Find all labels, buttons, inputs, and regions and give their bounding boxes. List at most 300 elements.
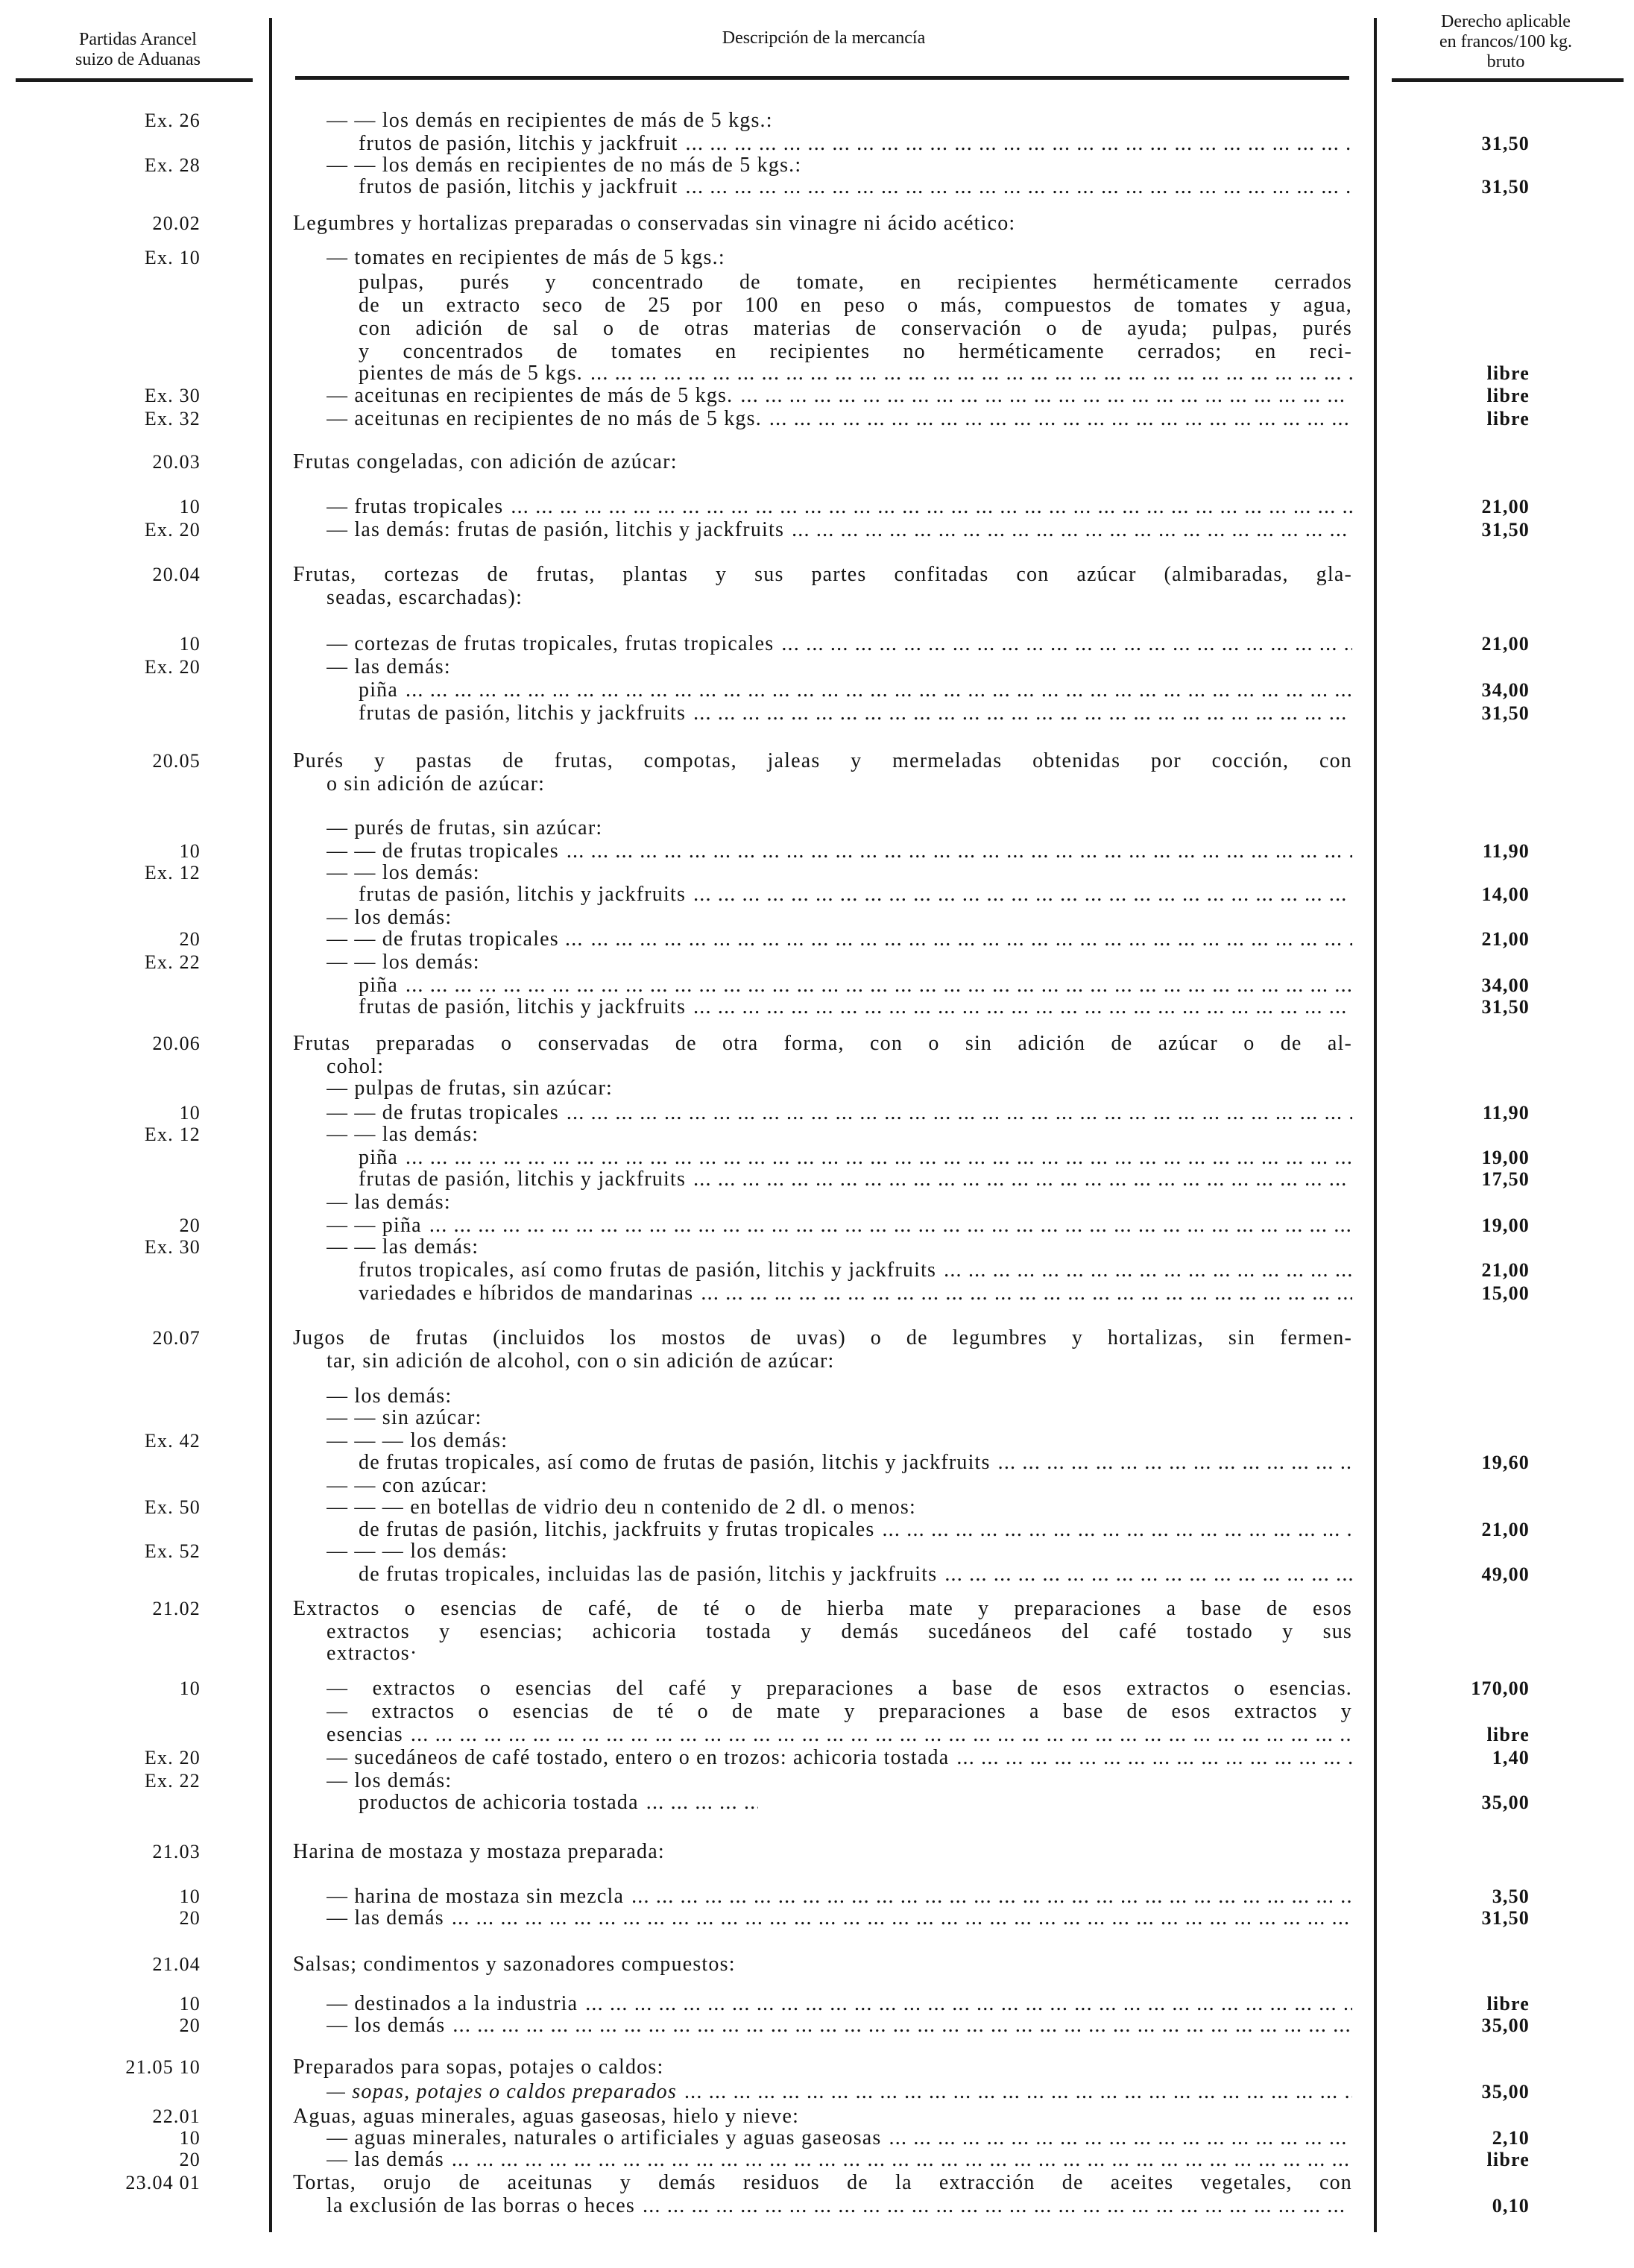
description (359, 702, 1352, 725)
table-row (0, 1147, 1634, 1169)
description (327, 2015, 1352, 2037)
table-row (0, 133, 1634, 155)
description-text: de un extracto seco de 25 por 100 en peso o más, compuestos de tomates y agua, (359, 294, 1352, 317)
duty-value: 1,40 (1492, 1747, 1530, 1768)
description-text: frutas de pasión, litchis y jackfruits (359, 996, 687, 1018)
description-text: Preparados para sopas, potajes o caldos: (293, 2056, 664, 2079)
header-rule (16, 78, 253, 82)
tariff-code: Ex. 26 (144, 110, 201, 131)
description (327, 1124, 1352, 1146)
duty-value: 11,90 (1482, 840, 1530, 862)
description (359, 1792, 1352, 1814)
tariff-code: Ex. 22 (144, 951, 201, 973)
duty-value: libre (1486, 385, 1530, 406)
tariff-code: Ex. 10 (144, 247, 201, 268)
table-row (0, 1993, 1634, 2015)
table-row (0, 1191, 1634, 1214)
description-text: Frutas congeladas, con adición de azúcar: (293, 451, 678, 473)
table-row (0, 862, 1634, 884)
table-row (0, 817, 1634, 840)
description-text: — — los demás: (327, 951, 480, 974)
description (293, 2056, 1352, 2079)
tariff-code: 20 (179, 1215, 201, 1236)
duty-value: 2,10 (1492, 2127, 1530, 2149)
description (327, 1678, 1352, 1700)
table-row (0, 1056, 1634, 1078)
description-text: — — — los demás: (327, 1430, 508, 1452)
description (359, 1563, 1352, 1586)
description (359, 1519, 1352, 1541)
description-text: pulpas, purés y concentrado de tomate, en recipientes herméticamente cerrados (359, 271, 1352, 294)
description (327, 1770, 1352, 1792)
description (327, 519, 1352, 541)
description-text: — extractos o esencias de té o de mate y preparaciones a base de esos extractos y (327, 1701, 1352, 1723)
description-text: — pulpas de frutas, sin azúcar: (327, 1077, 613, 1100)
tariff-code: Ex. 30 (144, 1236, 201, 1258)
description (293, 1033, 1352, 1055)
description (359, 133, 1352, 155)
dot-leader (411, 1724, 1352, 1746)
table-row (0, 773, 1634, 796)
tariff-code: 20 (179, 2015, 201, 2036)
description-text: — — con azúcar: (327, 1475, 488, 1497)
table-row (0, 1077, 1634, 1100)
duty-value: 11,90 (1482, 1102, 1530, 1124)
description-text: extractos y esencias; achicoria tostada y demás sucedáneos del café tostado y sus (327, 1621, 1352, 1643)
tariff-code: 20 (179, 1907, 201, 1929)
tariff-code: 10 (179, 633, 201, 655)
table-row (0, 1678, 1634, 1700)
tariff-code: 10 (179, 1102, 201, 1124)
table-row (0, 702, 1634, 725)
description-text: — — de frutas tropicales (327, 840, 559, 863)
header-tariff-code (30, 30, 246, 70)
description-text: — harina de mostaza sin mezcla (327, 1886, 625, 1908)
table-row (0, 1519, 1634, 1541)
dot-leader (591, 928, 1352, 951)
dot-leader (889, 2127, 1352, 2149)
description-text: Extractos o esencias de café, de té o de hierba mate y preparaciones a base de esos (293, 1598, 1352, 1620)
description-text: Salsas; condimentos y sazonadores compuestos: (293, 1953, 736, 1976)
table-row (0, 1841, 1634, 1863)
description (359, 1147, 1352, 1169)
duty-value: 3,50 (1492, 1886, 1530, 1907)
description-text: Tortas, orujo de aceitunas y demás residuos de la extracción de aceites vegetales, con (293, 2172, 1352, 2194)
table-row (0, 1385, 1634, 1408)
description-text: — destinados a la industria (327, 1993, 578, 2015)
table-row (0, 2015, 1634, 2037)
dot-leader (452, 2149, 1352, 2171)
table-row (0, 928, 1634, 951)
duty-value: 17,50 (1481, 1168, 1530, 1190)
table-row (0, 1327, 1634, 1349)
description-text: productos de achicoria tostada (359, 1792, 639, 1814)
table-row (0, 564, 1634, 586)
description (327, 496, 1352, 518)
description (359, 294, 1352, 317)
table-row (0, 907, 1634, 929)
description-text: frutos de pasión, litchis y jackfruit (359, 133, 678, 155)
table-row (0, 840, 1634, 863)
table-row (0, 1475, 1634, 1497)
table-row (0, 2056, 1634, 2079)
description (359, 1452, 1352, 1474)
header-description: Descripción de la mercancía (722, 28, 926, 48)
description-text: — los demás: (327, 1770, 452, 1792)
description-text: Frutas preparadas o conservadas de otra forma, con o sin adición de azúcar o de al- (293, 1033, 1352, 1055)
duty-value: 31,50 (1481, 519, 1530, 541)
dot-leader (769, 408, 1352, 430)
description (293, 564, 1352, 586)
dot-leader (406, 974, 1352, 997)
description (327, 1215, 1352, 1237)
table-row (0, 1886, 1634, 1908)
table-row (0, 176, 1634, 198)
description (327, 2195, 1352, 2217)
description (327, 1701, 1352, 1723)
duty-value: 19,60 (1481, 1452, 1530, 1473)
description-text: frutas de pasión, litchis y jackfruits (359, 1168, 687, 1191)
dot-leader (567, 840, 1352, 863)
dot-leader (585, 1993, 1352, 2015)
description (293, 451, 1352, 473)
dot-leader (567, 1102, 1352, 1124)
table-row (0, 883, 1634, 906)
duty-value: 0,10 (1492, 2195, 1530, 2217)
description-text: tar, sin adición de alcohol, con o sin adición de azúcar: (327, 1350, 835, 1373)
tariff-code: 20.04 (152, 564, 201, 585)
tariff-code: Ex. 20 (144, 1747, 201, 1768)
table-row (0, 1563, 1634, 1586)
description-text: frutas de pasión, litchis y jackfruits (359, 702, 687, 725)
dot-leader (882, 1519, 1352, 1541)
tariff-code: 22.01 (152, 2105, 201, 2127)
description (327, 1350, 1352, 1373)
dot-leader (406, 679, 1352, 702)
table-row (0, 1215, 1634, 1237)
tariff-code: 21.04 (152, 1953, 201, 1975)
tariff-code: 20.03 (152, 451, 201, 473)
dot-leader (693, 1168, 1352, 1191)
description (327, 1385, 1352, 1408)
description (327, 1540, 1352, 1563)
header-line: Partidas Arancel (79, 30, 197, 49)
description (327, 773, 1352, 796)
table-row (0, 496, 1634, 518)
table-row (0, 1407, 1634, 1429)
duty-value: 49,00 (1481, 1563, 1530, 1585)
tariff-code: 10 (179, 1678, 201, 1699)
description (327, 817, 1352, 840)
table-row (0, 1701, 1634, 1723)
tariff-code: Ex. 20 (144, 656, 201, 678)
table-row (0, 587, 1634, 609)
description (293, 2172, 1352, 2194)
description (359, 176, 1352, 198)
description-text: de frutas tropicales, así como de frutas de pasión, litchis y jackfruits (359, 1452, 991, 1474)
description-text: — las demás (327, 1907, 444, 1930)
table-row (0, 1747, 1634, 1769)
description (359, 974, 1352, 997)
duty-value: 21,00 (1481, 1259, 1530, 1281)
table-row (0, 294, 1634, 317)
tariff-code: 21.02 (152, 1598, 201, 1619)
description (359, 1168, 1352, 1191)
table-row (0, 341, 1634, 363)
tariff-code: 21.03 (152, 1841, 201, 1862)
description (327, 928, 1352, 951)
description-text: — las demás: (327, 656, 451, 678)
dot-leader (646, 1792, 758, 1814)
header-line: en francos/100 kg. (1439, 32, 1572, 51)
duty-value: 31,50 (1481, 1907, 1530, 1929)
description (327, 2127, 1352, 2149)
tariff-code: 10 (179, 2127, 201, 2149)
duty-value: 15,00 (1481, 1282, 1530, 1304)
duty-value: 34,00 (1481, 679, 1530, 701)
description-text: — cortezas de frutas tropicales, frutas tropicales (327, 633, 775, 655)
description (327, 2149, 1352, 2171)
description-text: — sucedáneos de café tostado, entero o en trozos: achicoria tostada (327, 1747, 950, 1769)
table-row (0, 974, 1634, 997)
description (327, 1907, 1352, 1930)
description (293, 2105, 1352, 2128)
dot-leader (944, 1259, 1352, 1282)
description-text: — sopas, potajes o caldos preparados (327, 2081, 677, 2103)
tariff-code: Ex. 42 (144, 1430, 201, 1452)
description (327, 1236, 1352, 1259)
table-row (0, 633, 1634, 655)
tariff-code: Ex. 50 (144, 1496, 201, 1518)
description-text: — aguas minerales, naturales o artificiales y aguas gaseosas (327, 2127, 882, 2149)
table-row (0, 1496, 1634, 1519)
description-text: frutos de pasión, litchis y jackfruit (359, 176, 678, 198)
description-text: — tomates en recipientes de más de 5 kgs.: (327, 247, 725, 269)
table-row (0, 2127, 1634, 2149)
description-text: pientes de más de 5 kgs. (359, 362, 583, 385)
description-text: esencias (327, 1724, 403, 1746)
dot-leader (693, 996, 1352, 1018)
table-row (0, 1168, 1634, 1191)
tariff-code: Ex. 12 (144, 1124, 201, 1145)
description-text: — los demás (327, 2015, 446, 2037)
dot-leader (944, 1563, 1352, 1586)
header-line: Derecho aplicable (1441, 12, 1571, 31)
table-row (0, 154, 1634, 177)
table-row (0, 656, 1634, 678)
description-text: variedades e híbridos de mandarinas (359, 1282, 694, 1305)
dot-leader (693, 702, 1352, 725)
tariff-code: 20.02 (152, 212, 201, 234)
description-text: — frutas tropicales (327, 496, 504, 518)
description (293, 1598, 1352, 1620)
dot-leader (792, 519, 1352, 541)
description-text: — — piña (327, 1215, 422, 1237)
table-row (0, 1124, 1634, 1146)
duty-value: 14,00 (1481, 883, 1530, 905)
description (327, 1642, 1352, 1665)
tariff-code: Ex. 32 (144, 408, 201, 429)
table-row (0, 1430, 1634, 1452)
description (359, 1259, 1352, 1282)
description-text: — — — en botellas de vidrio deu n contenido de 2 dl. o menos: (327, 1496, 916, 1519)
description (359, 318, 1352, 340)
description (359, 341, 1352, 363)
description (327, 840, 1352, 863)
tariff-code: 10 (179, 1993, 201, 2015)
description (327, 951, 1352, 974)
description (327, 1993, 1352, 2015)
description-text: seadas, escarchadas): (327, 587, 523, 609)
table-row (0, 2149, 1634, 2171)
description-text: Frutas, cortezas de frutas, plantas y sus partes confitadas con azúcar (almibaradas, gla- (293, 564, 1352, 586)
table-row (0, 996, 1634, 1018)
header-rule (295, 76, 1349, 80)
duty-value: 19,00 (1481, 1215, 1530, 1236)
description (327, 1747, 1352, 1769)
table-row (0, 1724, 1634, 1746)
description (293, 212, 1352, 235)
duty-value: libre (1486, 362, 1530, 384)
table-row (0, 1452, 1634, 1474)
dot-leader (406, 1147, 1352, 1169)
description-text: — aceitunas en recipientes de más de 5 kgs. (327, 385, 734, 407)
duty-value: libre (1486, 1993, 1530, 2015)
description (327, 907, 1352, 929)
header-line: bruto (1486, 52, 1525, 72)
dot-leader (781, 633, 1352, 655)
dot-leader (740, 385, 1352, 407)
description (327, 408, 1352, 430)
table-row (0, 362, 1634, 385)
description (327, 587, 1352, 609)
tariff-code: 20.05 (152, 750, 201, 772)
duty-value: 31,50 (1481, 176, 1530, 198)
tariff-code: 21.05 10 (125, 2056, 201, 2078)
tariff-code: 23.04 01 (125, 2172, 201, 2193)
dot-leader (686, 176, 1352, 198)
table-row (0, 2195, 1634, 2217)
dot-leader (701, 1282, 1352, 1305)
tariff-code: 20.07 (152, 1327, 201, 1349)
table-row (0, 1033, 1634, 1055)
table-row (0, 750, 1634, 772)
tariff-code: 10 (179, 1886, 201, 1907)
description (293, 750, 1352, 772)
description-text: piña (359, 679, 399, 702)
table-row (0, 247, 1634, 269)
description (327, 1191, 1352, 1214)
description-text: — las demás: frutas de pasión, litchis y jackfruits (327, 519, 785, 541)
duty-value: libre (1486, 1724, 1530, 1745)
table-row (0, 1792, 1634, 1814)
description-text: la exclusión de las borras o heces (327, 2195, 636, 2217)
table-row (0, 679, 1634, 702)
description-text: Harina de mostaza y mostaza preparada: (293, 1841, 665, 1863)
dot-leader (511, 496, 1352, 518)
description (327, 154, 1352, 177)
description-text: con adición de sal o de otras materias de conservación o de ayuda; pulpas, purés (359, 318, 1352, 340)
tariff-code: 20 (179, 2149, 201, 2170)
description (327, 633, 1352, 655)
description-text: o sin adición de azúcar: (327, 773, 546, 796)
description (327, 110, 1352, 132)
tariff-code: Ex. 12 (144, 862, 201, 883)
description-text: — — sin azúcar: (327, 1407, 482, 1429)
table-row (0, 2172, 1634, 2194)
description-text: — — de frutas tropicales ... (327, 928, 584, 951)
dot-leader (429, 1215, 1352, 1237)
description-text: — — los demás en recipientes de no más de 5 kgs.: (327, 154, 802, 177)
description-text: — aceitunas en recipientes de no más de 5 kgs. (327, 408, 762, 430)
description-text: — extractos o esencias del café y preparaciones a base de esos extractos o esencias. (327, 1678, 1352, 1700)
description (359, 1282, 1352, 1305)
table-row (0, 1259, 1634, 1282)
table-row (0, 1236, 1634, 1259)
description-text: Purés y pastas de frutas, compotas, jaleas y mermeladas obtenidas por cocción, con (293, 750, 1352, 772)
tariff-code: 10 (179, 840, 201, 862)
table-row (0, 451, 1634, 473)
duty-value: 35,00 (1481, 2015, 1530, 2036)
duty-value: 31,50 (1481, 996, 1530, 1018)
description (327, 862, 1352, 884)
description-text: Aguas, aguas minerales, aguas gaseosas, hielo y nieve: (293, 2105, 800, 2128)
table-row (0, 519, 1634, 541)
duty-value: 21,00 (1481, 1519, 1530, 1540)
description (327, 1886, 1352, 1908)
description-text: frutas de pasión, litchis y jackfruits (359, 883, 687, 906)
dot-leader (452, 2015, 1352, 2037)
tariff-code: 20 (179, 928, 201, 950)
description-text: de frutas de pasión, litchis, jackfruits y frutas tropicales (359, 1519, 875, 1541)
description-text: — — las demás: (327, 1124, 479, 1146)
table-row (0, 2081, 1634, 2103)
tariff-code: 20.06 (152, 1033, 201, 1054)
description-text: Jugos de frutas (incluidos los mostos de uvas) o de legumbres y hortalizas, sin fermen- (293, 1327, 1352, 1349)
description-text: — las demás (327, 2149, 444, 2171)
description-text: Legumbres y hortalizas preparadas o conservadas sin vinagre ni ácido acético: (293, 212, 1016, 235)
table-row (0, 1770, 1634, 1792)
description-text: — las demás: (327, 1191, 451, 1214)
table-row (0, 951, 1634, 974)
duty-value: 21,00 (1481, 633, 1530, 655)
dot-leader (643, 2195, 1352, 2217)
description (293, 1327, 1352, 1349)
description (327, 1724, 1352, 1746)
header-rule (1392, 78, 1624, 82)
description (359, 271, 1352, 294)
tariff-code: 10 (179, 496, 201, 517)
description (327, 1056, 1352, 1078)
duty-value: libre (1486, 408, 1530, 429)
description (359, 883, 1352, 906)
duty-value: 34,00 (1481, 974, 1530, 996)
description (293, 1953, 1352, 1976)
description (293, 1841, 1352, 1863)
description-text: frutos tropicales, así como frutas de pasión, litchis y jackfruits (359, 1259, 937, 1282)
duty-value: 19,00 (1481, 1147, 1530, 1168)
description-text: — purés de frutas, sin azúcar: (327, 817, 603, 840)
tariff-code: Ex. 30 (144, 385, 201, 406)
description (327, 385, 1352, 407)
description-text: de frutas tropicales, incluidas las de pasión, litchis y jackfruits (359, 1563, 938, 1586)
description (359, 362, 1352, 385)
description (327, 2081, 1352, 2103)
description-text: — — los demás: (327, 862, 480, 884)
description (327, 1407, 1352, 1429)
duty-value: libre (1486, 2149, 1530, 2170)
table-row (0, 1953, 1634, 1976)
